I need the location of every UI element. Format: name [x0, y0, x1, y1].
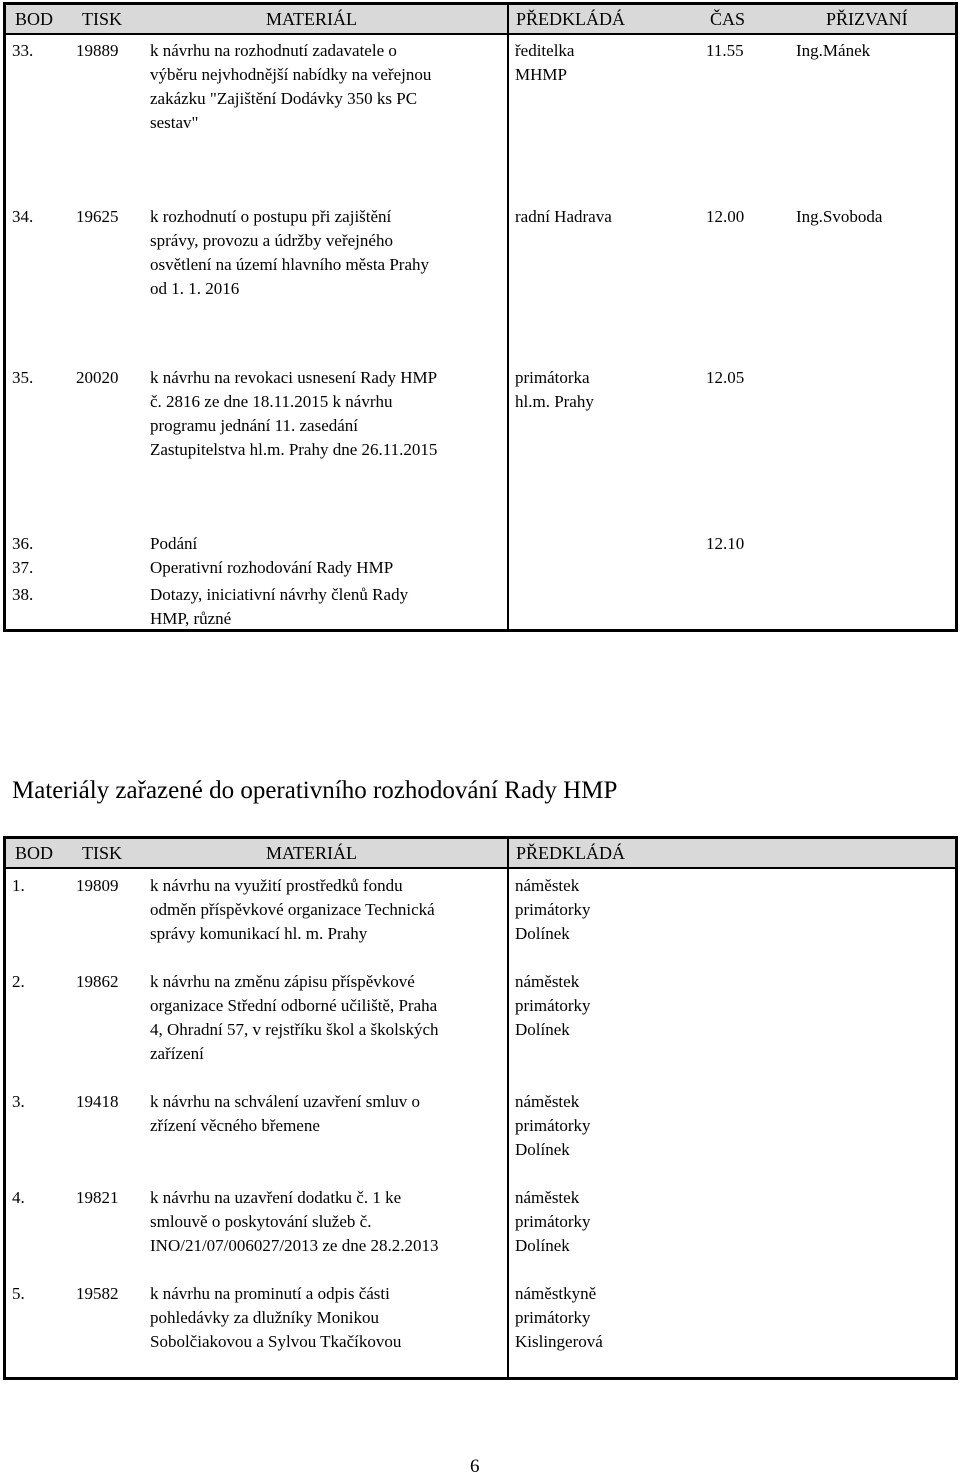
row-tisk: 19582	[76, 1284, 119, 1303]
row-bod: 2.	[12, 972, 25, 991]
row-cas: 12.05	[706, 368, 745, 387]
agenda-table	[3, 2, 958, 632]
row-bod: 37.	[12, 558, 34, 577]
row-material: k rozhodnutí o postupu při zajištění	[150, 207, 392, 226]
row-tisk: 19862	[76, 972, 119, 991]
row-bod: 3.	[12, 1092, 25, 1111]
row-material: pohledávky za dlužníky Monikou	[150, 1308, 379, 1327]
row-material: od 1. 1. 2016	[150, 279, 240, 298]
row-tisk: 19418	[76, 1092, 119, 1111]
col-tisk-header: TISK	[82, 843, 122, 863]
row-predklada: Dolínek	[515, 1236, 570, 1255]
row-material: zřízení věcného břemene	[150, 1116, 320, 1135]
row-cas: 11.55	[706, 41, 744, 60]
row-bod: 1.	[12, 876, 25, 895]
row-predklada: primátorky	[515, 1212, 591, 1231]
row-material: k návrhu na využití prostředků fondu	[150, 876, 403, 895]
row-predklada: náměstek	[515, 1092, 580, 1111]
row-material: programu jednání 11. zasedání	[150, 416, 359, 435]
row-cas: 12.00	[706, 207, 745, 226]
row-material: HMP, různé	[150, 609, 232, 628]
column-divider	[507, 839, 509, 1378]
row-material: k návrhu na prominutí a odpis části	[150, 1284, 390, 1303]
row-material: k návrhu na rozhodnutí zadavatele o	[150, 41, 397, 60]
row-predklada: radní Hadrava	[515, 207, 612, 226]
row-tisk: 19625	[76, 207, 119, 226]
row-material: zařízení	[150, 1044, 204, 1063]
col-cas-header: ČAS	[710, 9, 746, 29]
row-predklada: Dolínek	[515, 1020, 570, 1039]
row-material: k návrhu na schválení uzavření smluv o	[150, 1092, 421, 1111]
row-material: Podání	[150, 534, 198, 553]
row-predklada: Dolínek	[515, 1140, 570, 1159]
table-header	[6, 5, 955, 35]
table-header	[6, 839, 955, 869]
row-tisk: 20020	[76, 368, 119, 387]
row-predklada: Kislingerová	[515, 1332, 603, 1351]
row-bod: 38.	[12, 585, 34, 604]
col-material-header: MATERIÁL	[266, 843, 357, 863]
column-divider	[507, 5, 509, 630]
row-material: INO/21/07/006027/2013 ze dne 28.2.2013	[150, 1236, 439, 1255]
row-material: zakázku "Zajištění Dodávky 350 ks PC	[150, 89, 418, 108]
row-material: odměn příspěvkové organizace Technická	[150, 900, 435, 919]
col-bod-header: BOD	[15, 9, 54, 29]
row-material: k návrhu na revokaci usnesení Rady HMP	[150, 368, 438, 387]
section-heading: Materiály zařazené do operativního rozhodování Rady HMP	[12, 777, 618, 804]
row-tisk: 19889	[76, 41, 119, 60]
row-material: Dotazy, iniciativní návrhy členů Rady	[150, 585, 409, 604]
row-predklada: hl.m. Prahy	[515, 392, 594, 411]
col-bod-header: BOD	[15, 843, 54, 863]
row-material: k návrhu na změnu zápisu příspěvkové	[150, 972, 415, 991]
row-material: 4, Ohradní 57, v rejstříku škol a školských	[150, 1020, 439, 1039]
row-bod: 33.	[12, 41, 34, 60]
col-predklada-header: PŘEDKLÁDÁ	[516, 9, 626, 29]
row-tisk: 19821	[76, 1188, 119, 1207]
row-predklada: ředitelka	[515, 41, 575, 60]
row-material: sestav"	[150, 113, 199, 132]
row-predklada: primátorky	[515, 996, 591, 1015]
row-material: správy komunikací hl. m. Prahy	[150, 924, 368, 943]
row-material: organizace Střední odborné učiliště, Praha	[150, 996, 438, 1015]
page-number: 6	[470, 1456, 480, 1477]
row-cas: 12.10	[706, 534, 745, 553]
row-predklada: primátorky	[515, 1116, 591, 1135]
row-predklada: Dolínek	[515, 924, 570, 943]
col-tisk-header: TISK	[82, 9, 122, 29]
col-material-header: MATERIÁL	[266, 9, 357, 29]
row-predklada: primátorky	[515, 1308, 591, 1327]
row-bod: 5.	[12, 1284, 25, 1303]
row-prizvani: Ing.Mánek	[796, 41, 871, 60]
operative-materials-table	[3, 836, 958, 1380]
row-predklada: náměstek	[515, 1188, 580, 1207]
row-material: osvětlení na území hlavního města Prahy	[150, 255, 430, 274]
row-bod: 4.	[12, 1188, 25, 1207]
row-material: Zastupitelstva hl.m. Prahy dne 26.11.2015	[150, 440, 438, 459]
row-material: Sobolčiakovou a Sylvou Tkačíkovou	[150, 1332, 402, 1351]
row-material: výběru nejvhodnější nabídky na veřejnou	[150, 65, 432, 84]
row-material: správy, provozu a údržby veřejného	[150, 231, 393, 250]
row-bod: 34.	[12, 207, 34, 226]
col-predklada-header: PŘEDKLÁDÁ	[516, 843, 626, 863]
row-bod: 35.	[12, 368, 34, 387]
row-material: smlouvě o poskytování služeb č.	[150, 1212, 372, 1231]
row-material: č. 2816 ze dne 18.11.2015 k návrhu	[150, 392, 393, 411]
row-predklada: primátorka	[515, 368, 590, 387]
row-predklada: náměstek	[515, 876, 580, 895]
row-predklada: náměstkyně	[515, 1284, 597, 1303]
row-prizvani: Ing.Svoboda	[796, 207, 883, 226]
row-bod: 36.	[12, 534, 34, 553]
col-prizvani-header: PŘIZVANÍ	[826, 9, 908, 29]
row-predklada: náměstek	[515, 972, 580, 991]
row-predklada: primátorky	[515, 900, 591, 919]
row-tisk: 19809	[76, 876, 119, 895]
row-material: k návrhu na uzavření dodatku č. 1 ke	[150, 1188, 402, 1207]
row-predklada: MHMP	[515, 65, 567, 84]
row-material: Operativní rozhodování Rady HMP	[150, 558, 394, 577]
